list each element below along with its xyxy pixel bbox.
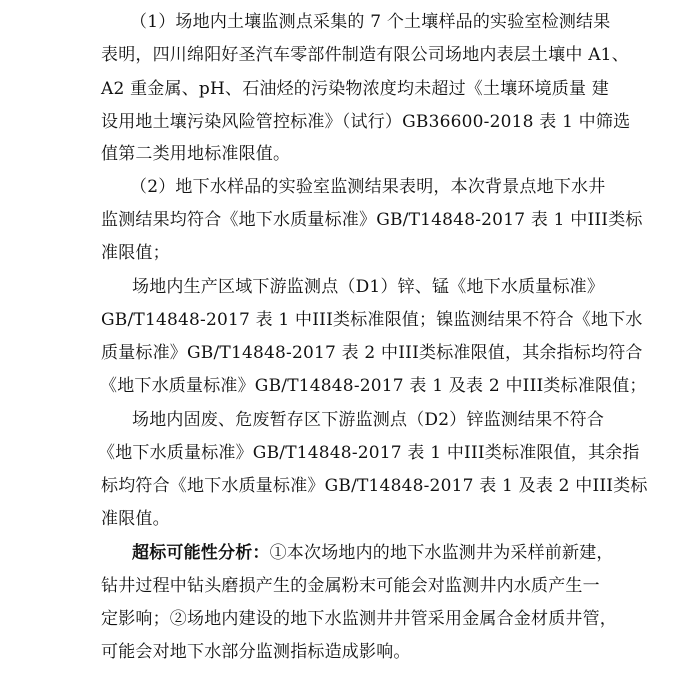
paragraph-1-line-5: 值第二类用地标准限值。	[101, 144, 291, 164]
paragraph-3-line-2: GB/T14848-2017 表 1 中III类标准限值；镍监测结果不符合《地下水	[101, 310, 643, 330]
paragraph-5-line-2: 钻井过程中钻头磨损产生的金属粉末可能会对监测井内水质产生一	[101, 576, 600, 596]
paragraph-5-line-1	[0, 535, 677, 571]
paragraph-1-line-1: （1）场地内土壤监测点采集的 7 个土壤样品的实验室检测结果	[130, 12, 611, 32]
paragraph-4-line-4: 准限值。	[101, 509, 170, 529]
paragraph-3-line-3: 质量标准》GB/T14848-2017 表 2 中III类标准限值，其余指标均符合	[101, 343, 643, 363]
paragraph-1-line-2: 表明，四川绵阳好圣汽车零部件制造有限公司场地内表层土壤中 A1、	[101, 45, 629, 65]
paragraph-2-line-3: 准限值；	[101, 243, 170, 263]
paragraph-3-line-4: 《地下水质量标准》GB/T14848-2017 表 1 及表 2 中III类标准限值；	[100, 376, 647, 396]
paragraph-1-line-3: A2 重金属、pH、石油烃的污染物浓度均未超过《土壤环境质量 建	[101, 79, 610, 99]
analysis-heading: 超标可能性分析：	[132, 543, 270, 563]
paragraph-4-line-1: 场地内固废、危废暂存区下游监测点（D2）锌监测结果不符合	[132, 410, 605, 430]
paragraph-3-line-1: 场地内生产区域下游监测点（D1）锌、锰《地下水质量标准》	[132, 277, 605, 297]
paragraph-4-line-2: 《地下水质量标准》GB/T14848-2017 表 1 中III类标准限值，其余指	[98, 443, 640, 463]
paragraph-5-line-3: 定影响；②场地内建设的地下水监测井井管采用金属合金材质井管，	[101, 609, 617, 629]
paragraph-2-line-2: 监测结果均符合《地下水质量标准》GB/T14848-2017 表 1 中III类标	[101, 210, 643, 230]
paragraph-2-line-1: （2）地下水样品的实验室监测结果表明，本次背景点地下水井	[130, 177, 606, 197]
paragraph-1-line-4: 设用地土壤污染风险管控标准》（试行）GB36600-2018 表 1 中筛选	[101, 112, 631, 132]
paragraph-4-line-3: 标均符合《地下水质量标准》GB/T14848-2017 表 1 及表 2 中III类标	[101, 476, 648, 496]
paragraph-5-line-4: 可能会对地下水部分监测指标造成影响。	[101, 642, 411, 662]
paragraph-5-line-1-text: ①本次场地内的地下水监测井为采样前新建，	[269, 543, 614, 563]
